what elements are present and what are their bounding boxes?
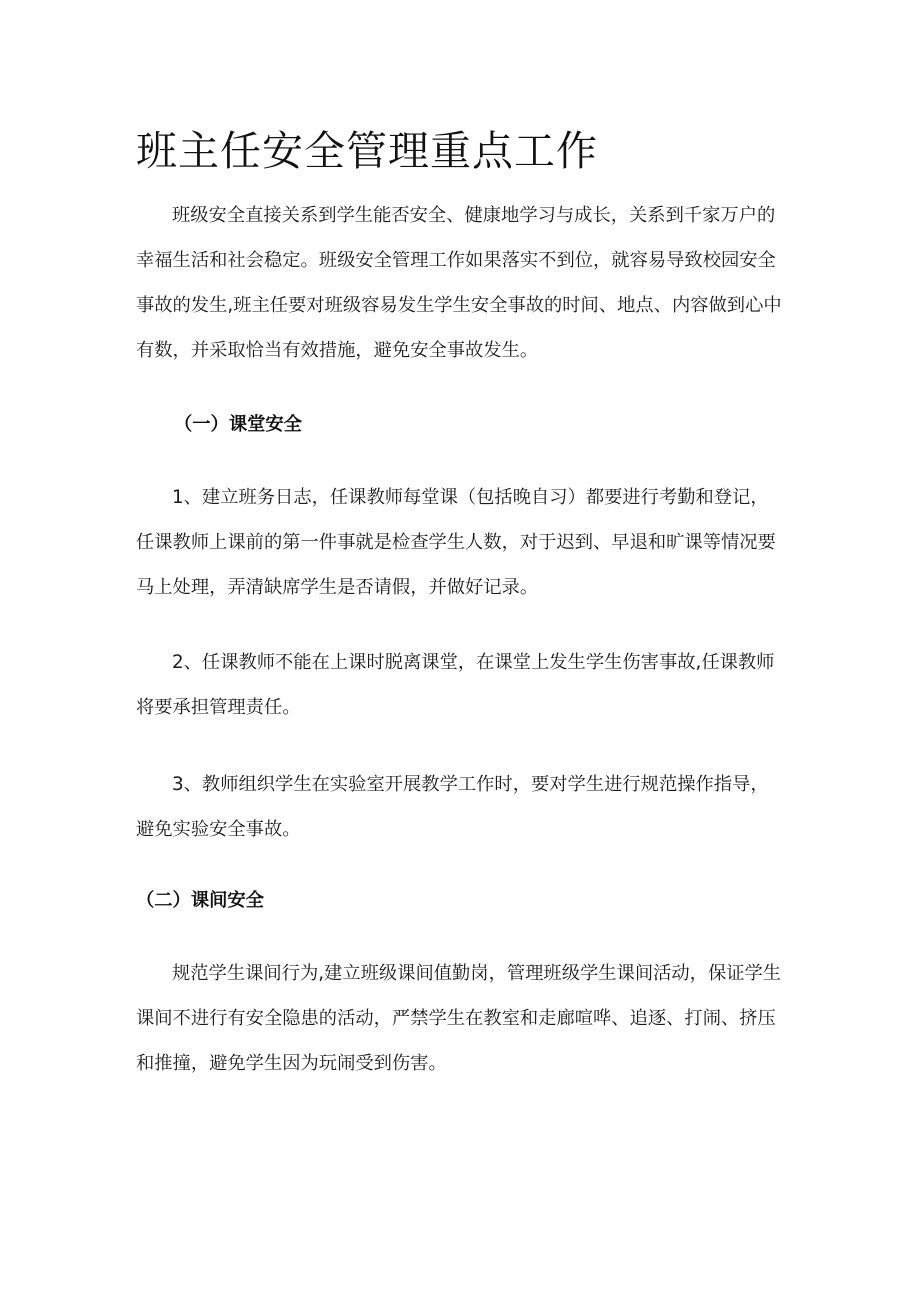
classroom-safety-item-2: 2、任课教师不能在上课时脱离课堂，在课堂上发生学生伤害事故,任课教师将要承担管理责任。 [136,652,775,718]
document-title: 班主任安全管理重点工作 [136,127,598,175]
classroom-safety-item-3: 3、教师组织学生在实验室开展教学工作时，要对学生进行规范操作指导，避免实验安全事故。 [136,774,769,840]
intro-paragraph: 班级安全直接关系到学生能否安全、健康地学习与成长，关系到千家万户的幸福生活和社会稳定。班级安全管理工作如果落实不到位，就容易导致校园安全事故的发生,班主任要对班级容易发生学生安全事故的时间、地点、内容做到心中有数，并采取恰当有效措施，避免安全事故发生。 [136,205,782,361]
break-safety-paragraph: 规范学生课间行为,建立班级课间值勤岗，管理班级学生课间活动，保证学生课间不进行有安全隐患的活动，严禁学生在教室和走廊喧哗、追逐、打闹、挤压和推撞，避免学生因为玩闹受到伤害。 [136,963,782,1074]
section-heading-classroom-safety: （一）课堂安全 [174,414,302,435]
section-heading-break-safety: （二）课间安全 [136,890,264,911]
classroom-safety-item-1: 1、建立班务日志，任课教师每堂课（包括晚自习）都要进行考勤和登记，任课教师上课前的第一件事就是检查学生人数，对于迟到、早退和旷课等情况要马上处理，弄清缺席学生是否请假，并做好记录。 [136,487,776,598]
